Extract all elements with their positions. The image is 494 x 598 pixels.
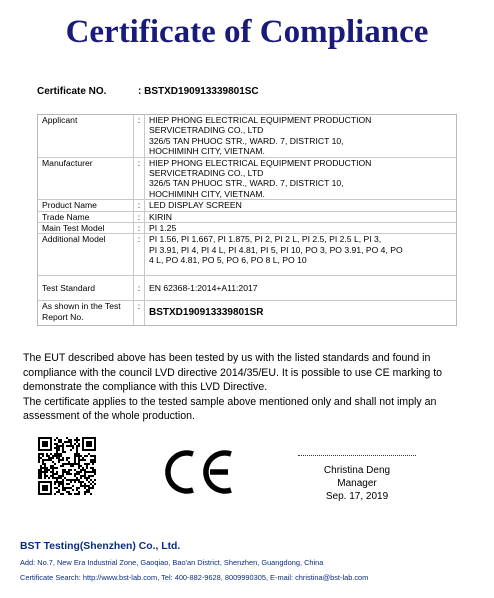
certificate-number: BSTXD190913339801SC (144, 86, 259, 97)
colon: : (134, 223, 145, 233)
manufacturer-line: SERVICETRADING CO., LTD (149, 168, 264, 179)
applicant-line: HOCHIMINH CITY, VIETNAM. (149, 146, 265, 157)
applicant-line: SERVICETRADING CO., LTD (149, 125, 264, 136)
product-name-value: LED DISPLAY SCREEN (149, 200, 242, 211)
row-applicant (38, 115, 456, 158)
certificate-number-colon: : (138, 86, 142, 97)
company-name: BST Testing(Shenzhen) Co., Ltd. (20, 541, 181, 552)
additional-model-line: PI 3.91, PI 4, PI 4 L, PI 4.81, PI 5, PI 10, PO 3, PO 3.91, PO 4, PO (149, 244, 403, 255)
row-additional-model (38, 234, 456, 276)
report-number-label (38, 301, 134, 325)
applicant-line: HIEP PHONG ELECTRICAL EQUIPMENT PRODUCTION (149, 115, 372, 125)
compliance-statement (23, 351, 465, 424)
colon: : (134, 276, 145, 300)
signature-date: Sep. 17, 2019 (325, 491, 389, 502)
main-test-model-label: Main Test Model (38, 223, 134, 233)
product-name-label: Product Name (38, 200, 134, 210)
trade-name-value: KIRIN (149, 211, 172, 222)
certificate-title: Certificate of Compliance (65, 14, 429, 50)
company-address: Add: No.7, New Era Industrial Zone, Gaoqiao, Bao'an District, Shenzhen, Guangdong, China (20, 558, 324, 567)
trade-name-label: Trade Name (38, 212, 134, 222)
applicant-line: 326/5 TAN PHUOC STR., WARD. 7, DISTRICT 10, (149, 135, 344, 146)
additional-model-label: Additional Model (38, 234, 134, 275)
manufacturer-line: HOCHIMINH CITY, VIETNAM. (149, 188, 265, 199)
main-test-model-value: PI 1.25 (149, 223, 177, 234)
colon: : (134, 301, 145, 325)
colon: : (134, 234, 145, 275)
additional-model-value (145, 234, 456, 275)
manufacturer-value (145, 158, 456, 200)
signature-line (298, 455, 416, 456)
row-main-test-model (38, 223, 456, 234)
signatory-name: Christina Deng (323, 465, 391, 476)
row-test-standard (38, 276, 456, 301)
report-number-label-line: As shown in the (42, 301, 103, 312)
signatory-title: Manager (337, 478, 377, 489)
colon: : (134, 158, 145, 200)
row-report-number (38, 301, 456, 325)
certificate-number-label: Certificate NO. (37, 86, 107, 97)
colon: : (134, 115, 145, 157)
additional-model-line: 4 L, PO 4.81, PO 5, PO 6, PO 8 L, PO 10 (149, 255, 307, 266)
compliance-paragraph: The EUT described above has been tested by us with the listed standards and found in compliance with the council LVD directive 2014/35/EU. It is possible to use CE marking to demonstrate the compliance with this LVD Directive. (23, 352, 443, 394)
applicant-label: Applicant (38, 115, 134, 157)
row-trade-name (38, 212, 456, 223)
scope-paragraph: The certificate applies to the tested sample above mentioned only and shall not imply an assessment of the whole production. (23, 395, 437, 423)
manufacturer-label: Manufacturer (38, 158, 134, 200)
manufacturer-line: HIEP PHONG ELECTRICAL EQUIPMENT PRODUCTION (149, 157, 372, 168)
company-contact: Certificate Search: http://www.bst-lab.com, Tel: 400-882-9628, 8009990305, E-mail: christina@bst-lab.com (20, 573, 369, 582)
manufacturer-line: 326/5 TAN PHUOC STR., WARD. 7, DISTRICT 10, (149, 178, 344, 189)
test-standard-value: EN 62368-1:2014+A11:2017 (149, 283, 258, 294)
row-manufacturer (38, 158, 456, 201)
colon: : (134, 212, 145, 222)
report-number-label-line: Test Report No. (42, 301, 121, 322)
certificate-number-line (37, 86, 259, 97)
applicant-value (145, 115, 456, 157)
test-standard-label: Test Standard (38, 276, 134, 300)
signature-block (298, 455, 416, 503)
certificate-details-table (37, 114, 457, 326)
report-number-value: BSTXD190913339801SR (149, 307, 264, 319)
row-product-name (38, 200, 456, 211)
qr-code-icon (38, 437, 96, 495)
ce-mark-icon (159, 446, 239, 498)
additional-model-line: PI 1.56, PI 1.667, PI 1.875, PI 2, PI 2 L, PI 2.5, PI 2.5 L, PI 3, (149, 234, 382, 245)
colon: : (134, 200, 145, 210)
